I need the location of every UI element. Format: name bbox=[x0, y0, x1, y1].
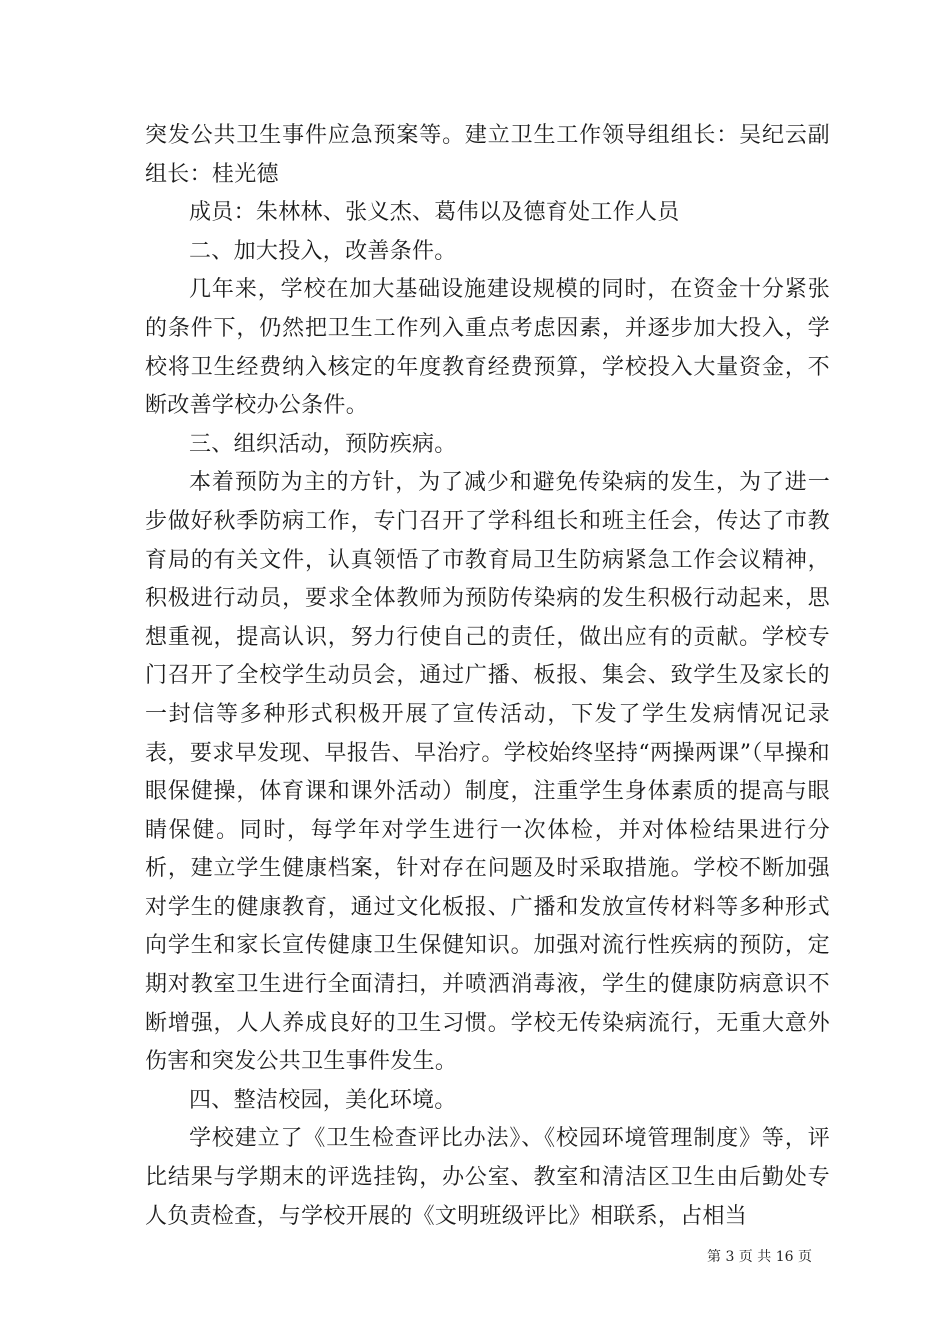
section-heading-environment: 四、整洁校园，美化环境。 bbox=[189, 1087, 457, 1113]
paragraph-prevention: 本着预防为主的方针，为了减少和避免传染病的发生，为了进一步做好秋季防病工作，专门召开了学科组长和班主任会，传达了市教育局的有关文件，认真领悟了市教育局卫生防病紧急工作会议精神，积极进行动员，要求全体教师为预防传染病的发生积极行动起来，思想重视，提高认识，努力行使自己的责任，做出应有的贡献。学校专门召开了全校学生动员会，通过广播、板报、集会、致学生及家长的一封信等多种形式积极开展了宣传活动，下发了学生发病情况记录表，要求早发现、早报告、早治疗。学校始终坚持“两操两课”（早操和眼保健操，体育课和课外活动）制度，注重学生身体素质的提高与眼睛保健。同时，每学年对学生进行一次体检，并对体检结果进行分析，建立学生健康档案，针对存在问题及时采取措施。学校不断加强对学生的健康教育，通过文化板报、广播和发放宣传材料等多种形式向学生和家长宣传健康卫生保健知识。加强对流行性疾病的预防，定期对教室卫生进行全面清扫，并喷洒消毒液，学生的健康防病意识不断增强，人人养成良好的卫生习惯。学校无传染病流行，无重大意外伤害和突发公共卫生事件发生。 bbox=[145, 470, 830, 1075]
page-number-footer: 第 3 页 共 16 页 bbox=[707, 1249, 812, 1265]
paragraph-environment: 学校建立了《卫生检查评比办法》、《校园环境管理制度》等，评比结果与学期末的评选挂钩，办公室、教室和清洁区卫生由后勤处专人负责检查，与学校开展的《文明班级评比》相联系，占相当 bbox=[145, 1126, 830, 1229]
section-heading-investment: 二、加大投入，改善条件。 bbox=[189, 238, 457, 264]
paragraph-intro: 突发公共卫生事件应急预案等。建立卫生工作领导组组长：吴纪云副组长：桂光德 bbox=[145, 123, 830, 187]
section-heading-prevention: 三、组织活动，预防疾病。 bbox=[189, 431, 457, 457]
paragraph-investment: 几年来，学校在加大基础设施建设规模的同时，在资金十分紧张的条件下，仍然把卫生工作列入重点考虑因素，并逐步加大投入，学校将卫生经费纳入核定的年度教育经费预算，学校投入大量资金，不断改善学校办公条件。 bbox=[145, 277, 830, 419]
paragraph-members: 成员：朱林林、张义杰、葛伟以及德育处工作人员 bbox=[189, 200, 680, 226]
document-body bbox=[145, 117, 830, 1236]
